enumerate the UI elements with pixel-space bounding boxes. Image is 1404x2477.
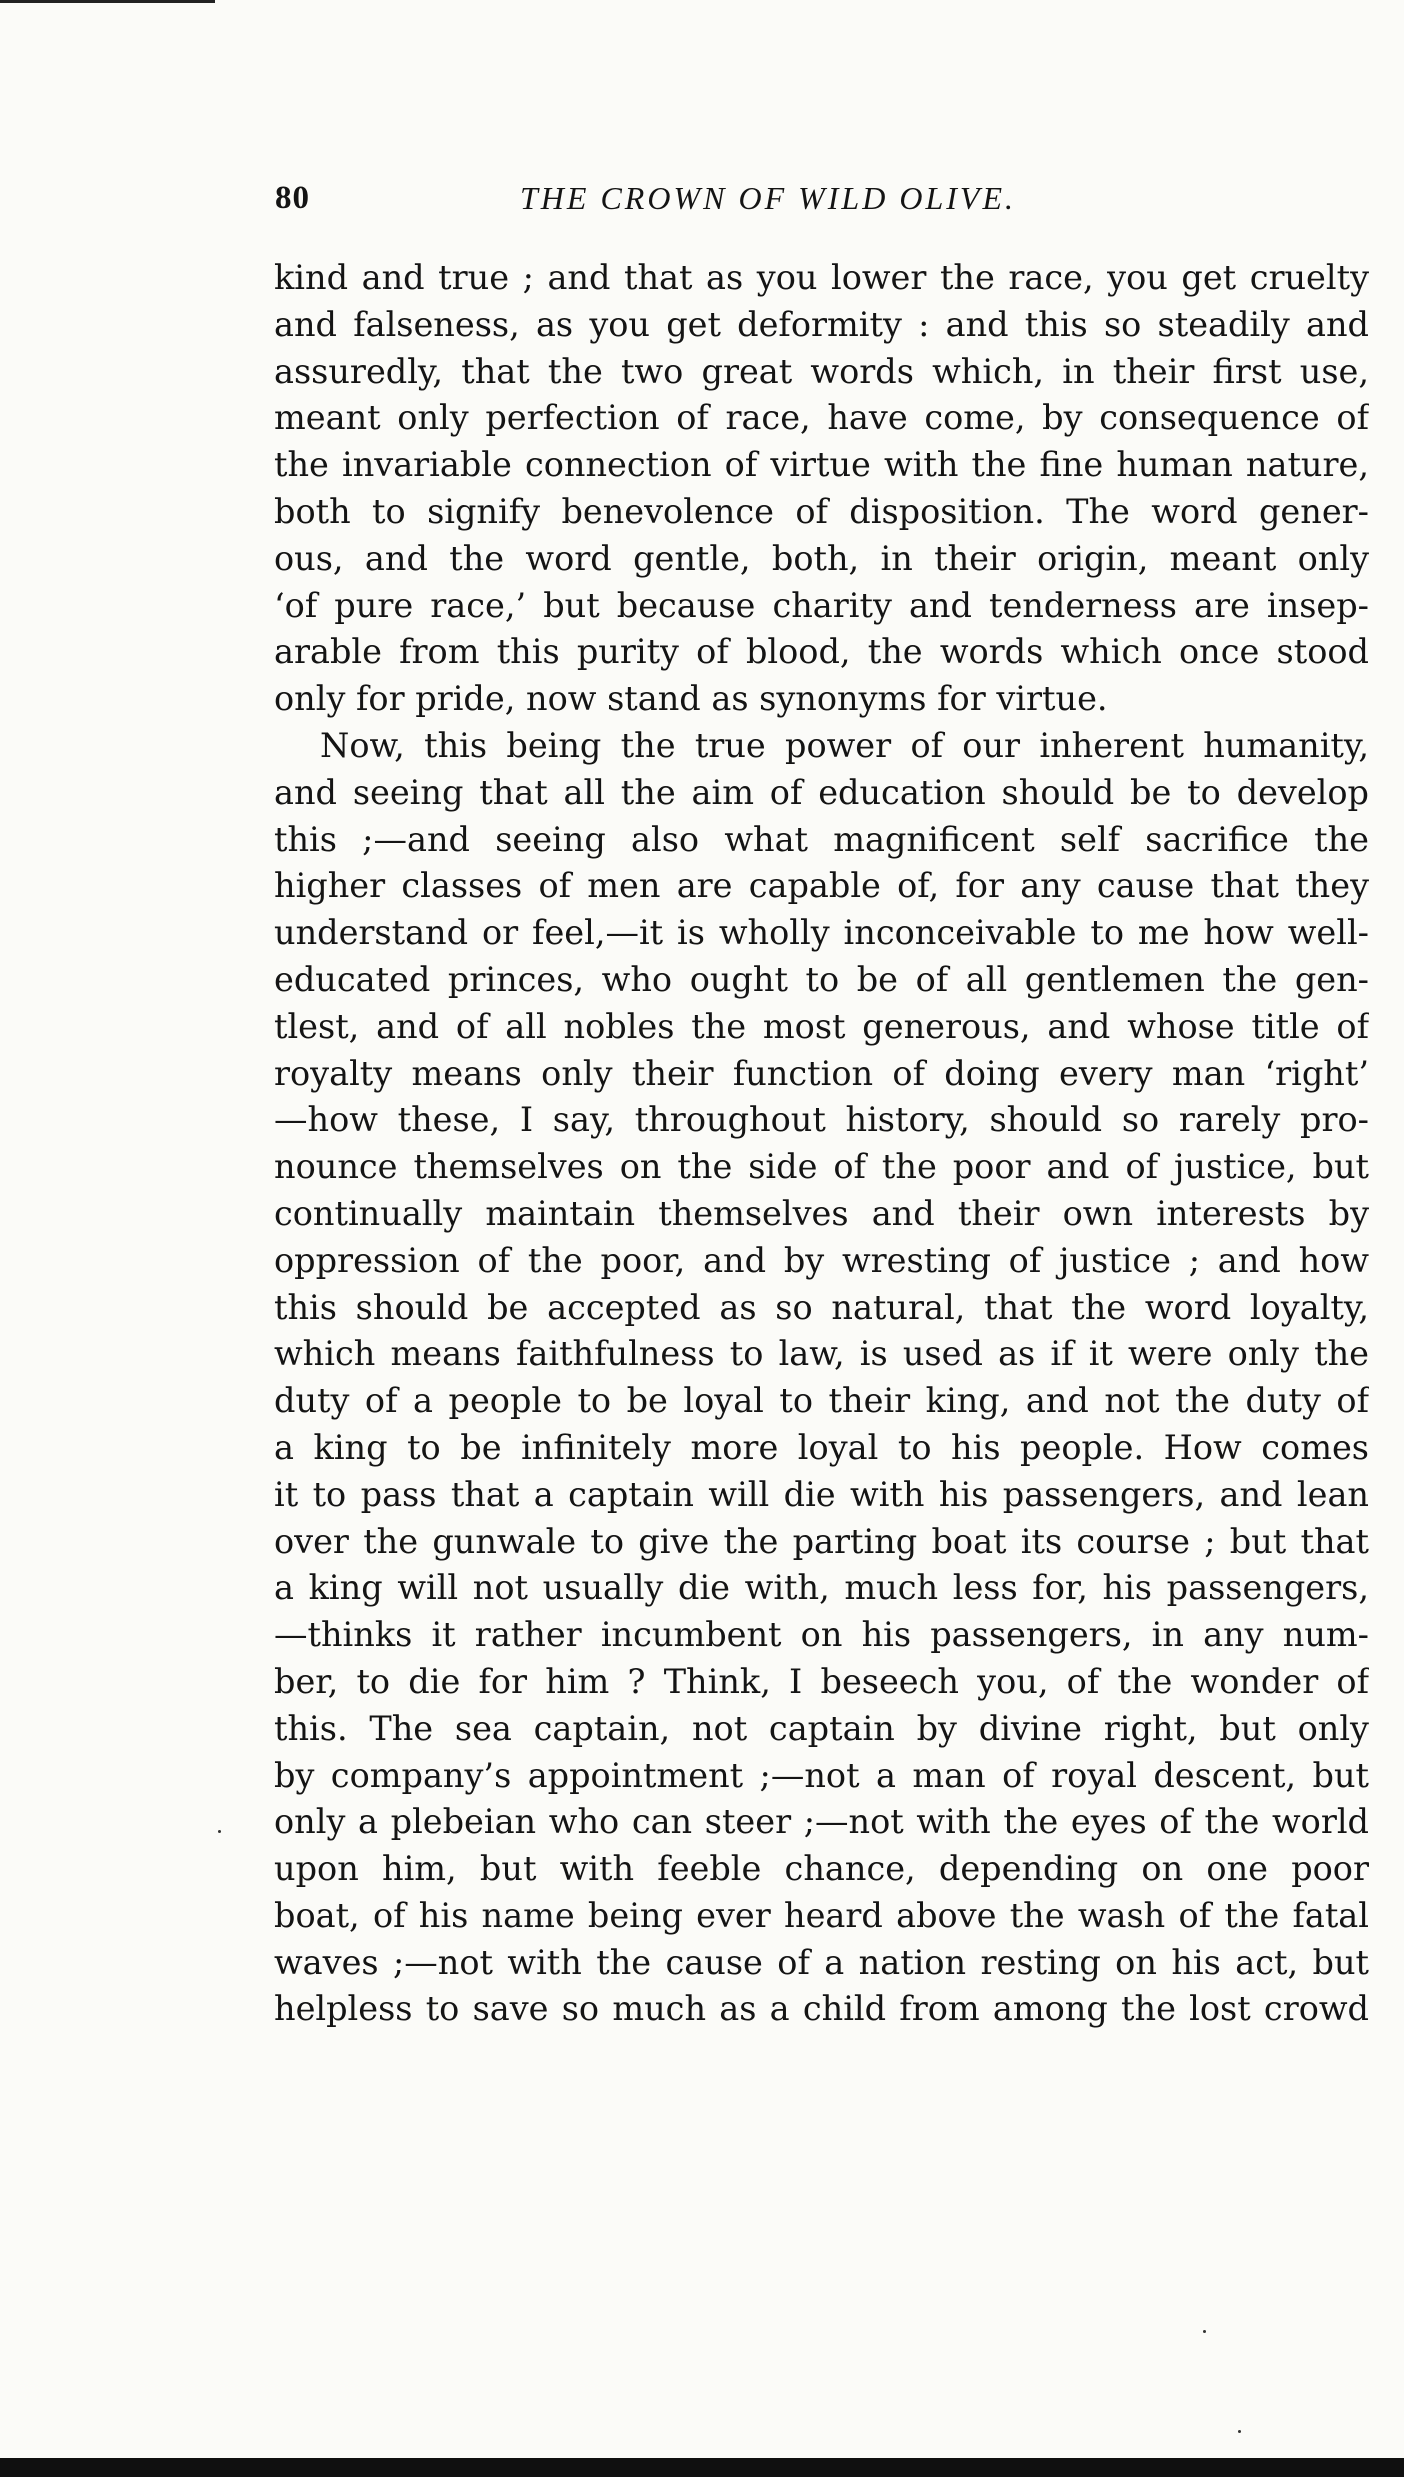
text-line: waves ;—not with the cause of a nation resting on his act, but (274, 1942, 1369, 1982)
text-line: upon him, but with feeble chance, depending on one poor (274, 1849, 1369, 1889)
text-line: by company’s appointment ;—not a man of royal descent, but (274, 1755, 1369, 1795)
text-line: and seeing that all the aim of education should be to develop (274, 772, 1369, 812)
text-line: helpless to save so much as a child from among the lost crowd (274, 1989, 1369, 2029)
text-line: only for pride, now stand as synonyms for virtue. (274, 679, 1108, 719)
running-title: THE CROWN OF WILD OLIVE. (520, 180, 1016, 216)
text-line: —how these, I say, throughout history, should so rarely pro- (274, 1100, 1369, 1140)
text-line: understand or feel,—it is wholly inconceivable to me how well- (274, 913, 1369, 953)
text-line: —thinks it rather incumbent on his passengers, in any num- (274, 1615, 1369, 1655)
page-header (275, 180, 1370, 224)
text-line: which means faithfulness to law, is used as if it were only the (274, 1334, 1369, 1374)
bottom-edge-rule (0, 2458, 1404, 2477)
text-line: ‘of pure race,’ but because charity and tenderness are insep- (274, 585, 1369, 625)
page-number: 80 (275, 180, 310, 216)
text-line: the invariable connection of virtue with the fine human nature, (274, 445, 1369, 485)
text-line: this. The sea captain, not captain by divine right, but only (274, 1708, 1369, 1748)
text-line: ous, and the word gentle, both, in their origin, meant only (274, 538, 1369, 578)
paper-speck (218, 1830, 221, 1833)
paper-speck (1238, 2430, 1241, 2433)
paragraph (274, 723, 1369, 2033)
text-line: boat, of his name being ever heard above the wash of the fatal (274, 1895, 1369, 1935)
text-line: meant only perfection of race, have come, by consequence of (274, 398, 1369, 438)
body-text (274, 255, 1369, 2033)
text-line: a king to be infinitely more loyal to his people. How comes (274, 1427, 1369, 1467)
text-line: arable from this purity of blood, the words which once stood (274, 632, 1369, 672)
text-line: Now, this being the true power of our inherent humanity, (320, 725, 1369, 765)
text-line: over the gunwale to give the parting boat its course ; but that (274, 1521, 1369, 1561)
text-line: assuredly, that the two great words which, in their first use, (274, 351, 1369, 391)
paper-speck (1203, 2330, 1206, 2333)
text-line: ber, to die for him ? Think, I beseech you, of the wonder of (274, 1661, 1369, 1701)
text-line: tlest, and of all nobles the most generous, and whose title of (274, 1006, 1369, 1046)
text-line: royalty means only their function of doing every man ‘right’ (274, 1053, 1369, 1093)
top-edge-rule (0, 0, 215, 3)
text-line: educated princes, who ought to be of all gentlemen the gen- (274, 959, 1369, 999)
text-line: this should be accepted as so natural, that the word loyalty, (274, 1287, 1369, 1327)
text-line: and falseness, as you get deformity : and this so steadily and (274, 304, 1369, 344)
text-line: nounce themselves on the side of the poor and of justice, but (274, 1147, 1369, 1187)
text-line: continually maintain themselves and their own interests by (274, 1193, 1369, 1233)
text-line: kind and true ; and that as you lower the race, you get cruelty (274, 258, 1369, 297)
text-line: this ;—and seeing also what magnificent self sacrifice the (274, 819, 1369, 859)
text-line: duty of a people to be loyal to their king, and not the duty of (274, 1381, 1369, 1421)
text-line: oppression of the poor, and by wresting of justice ; and how (274, 1240, 1369, 1280)
text-line: only a plebeian who can steer ;—not with the eyes of the world (274, 1802, 1369, 1842)
text-line: it to pass that a captain will die with his passengers, and lean (274, 1474, 1369, 1514)
text-line: a king will not usually die with, much less for, his passengers, (274, 1568, 1369, 1608)
paragraph (274, 255, 1369, 723)
text-line: higher classes of men are capable of, for any cause that they (274, 866, 1369, 906)
text-line: both to signify benevolence of disposition. The word gener- (274, 491, 1369, 531)
